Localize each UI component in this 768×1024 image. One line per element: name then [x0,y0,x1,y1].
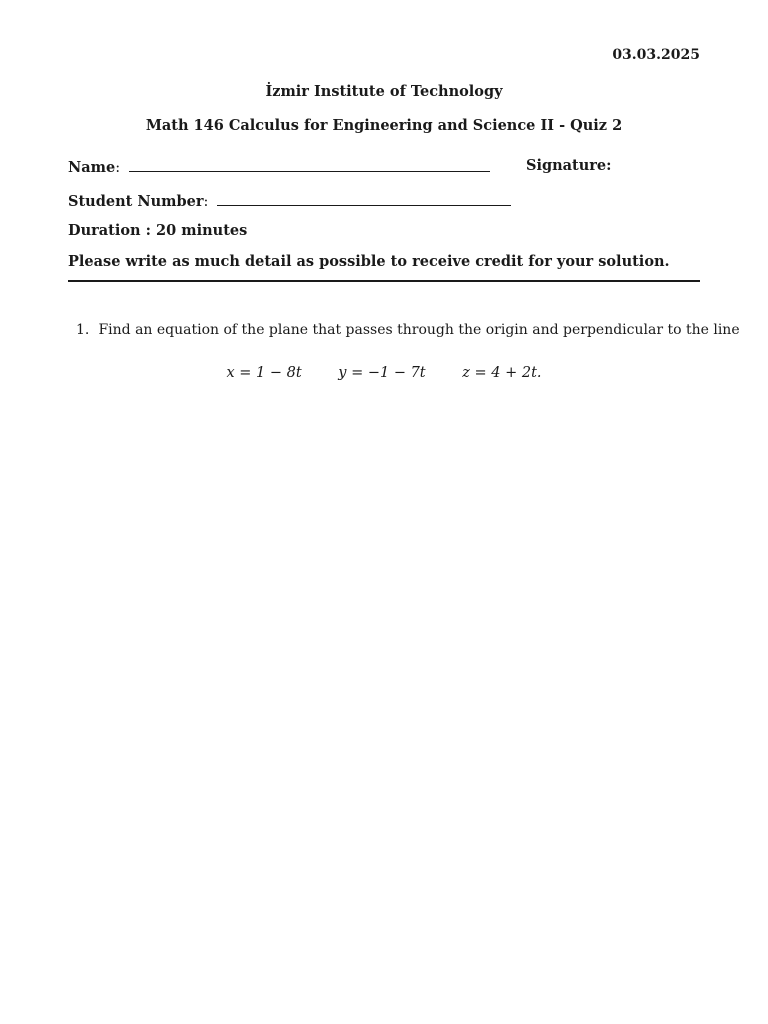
duration-value: 20 minutes [156,222,248,239]
line-equations [68,365,700,381]
student-number-row [68,191,511,210]
signature-label: Signature: [526,157,612,174]
name-blank-line[interactable] [129,157,490,172]
quiz-page [68,0,740,1024]
student-number-colon: : [203,194,209,210]
equation-y: y = −1 − 7t [338,365,426,381]
institution-name: İzmir Institute of Technology [265,83,503,100]
question-1 [76,322,740,338]
name-field-row [68,157,490,176]
equation-x: x = 1 − 8t [226,365,302,381]
question-number: 1. [76,322,90,338]
instruction-text: Please write as much detail as possible to receive credit for your solution. [68,253,670,270]
duration-row [68,222,247,239]
header-divider [68,280,700,282]
name-colon: : [115,160,121,176]
equation-z: z = 4 + 2t. [462,365,542,381]
name-label: Name [68,159,116,176]
course-title: Math 146 Calculus for Engineering and Science II - Quiz 2 [145,117,623,134]
quiz-date: 03.03.2025 [612,47,700,63]
duration-label: Duration : [68,222,151,239]
question-text: Find an equation of the plane that passes through the origin and perpendicular to the line [98,322,740,338]
student-number-blank-line[interactable] [217,191,511,206]
student-number-label: Student Number [68,193,204,210]
